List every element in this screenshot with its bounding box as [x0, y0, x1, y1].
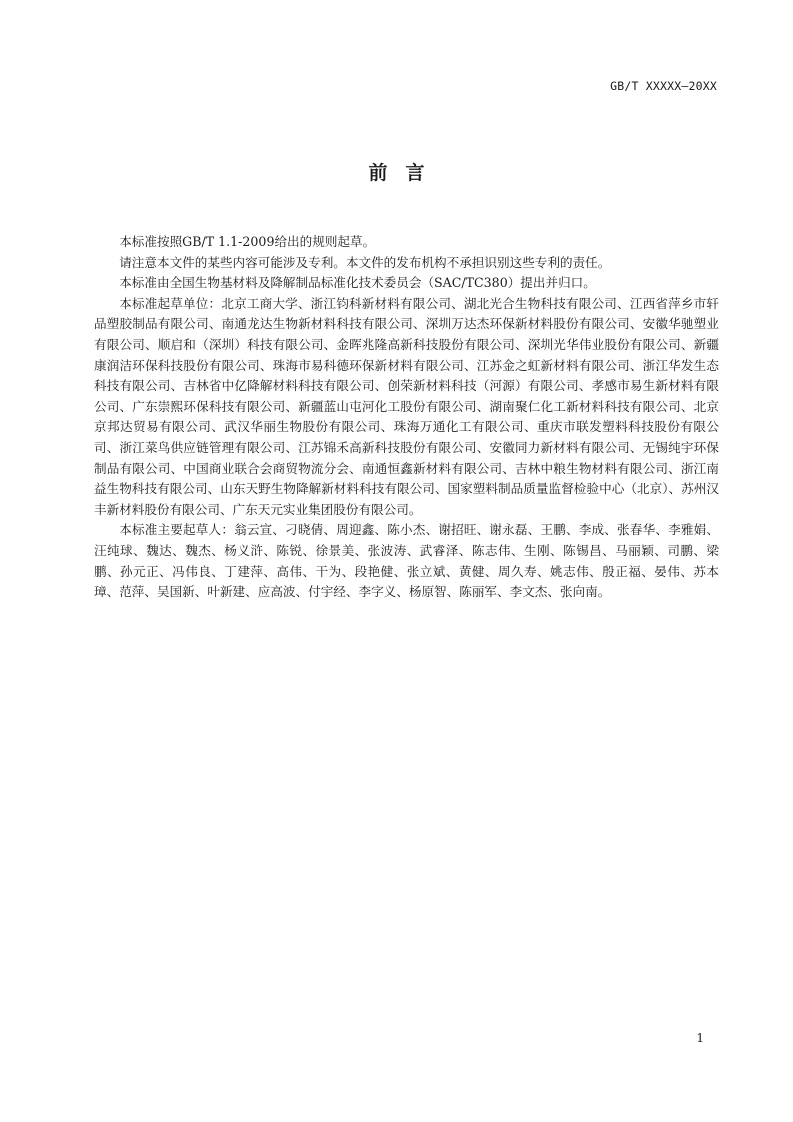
page-title: 前言 — [368, 162, 443, 184]
paragraph-drafters: 本标准主要起草人：翁云宣、刁晓倩、周迎鑫、陈小杰、谢招旺、谢永磊、王鹏、李成、张春华、李雅娟、汪纯球、魏达、魏杰、杨义浒、陈锐、徐景美、张波涛、武睿泽、陈志伟、生刚、陈锡昌、马丽颖、司鹏、梁鹏、孙元正、冯伟良、丁建萍、高伟、干为、段艳健、张立斌、黄健、周久寿、姚志伟、殷正福、晏伟、苏本璋、范萍、吴国新、叶新建、应高波、付宇经、李字义、杨原智、陈丽军、李文杰、张向南。 — [94, 522, 719, 600]
foreword-body — [94, 232, 719, 603]
paragraph-proposer: 本标准由全国生物基材料及降解制品标准化技术委员会（SAC/TC380）提出并归口。 — [119, 275, 596, 291]
page-number: 1 — [696, 1031, 704, 1045]
paragraph-patent-notice: 请注意本文件的某些内容可能涉及专利。本文件的发布机构不承担识别这些专利的责任。 — [119, 254, 611, 270]
standard-code: GB/T XXXXX—20XX — [610, 79, 717, 93]
paragraph-drafting-organizations: 本标准起草单位：北京工商大学、浙江钧科新材料有限公司、湖北光合生物科技有限公司、江西省萍乡市轩品塑胶制品有限公司、南通龙达生物新材料科技有限公司、深圳万达杰环保新材料股份有限公司、安徽华驰塑业有限公司、顺启和（深圳）科技有限公司、金晖兆隆高新科技股份有限公司、深圳光华伟业股份有限公司、新疆康润洁环保科技股份有限公司、珠海市易科德环保新材料有限公司、江苏金之虹新材料有限公司、浙江华发生态科技有限公司、吉林省中亿降解材料科技有限公司、创荣新材料科技（河源）有限公司、孝感市易生新材料有限公司、广东崇熙环保科技有限公司、新疆蓝山屯河化工股份有限公司、湖南聚仁化工新材料科技有限公司、北京京邦达贸易有限公司、武汉华丽生物股份有限公司、珠海万通化工有限公司、重庆市联发塑料科技股份有限公司、浙江菜鸟供应链管理有限公司、江苏锦禾高新科技股份有限公司、安徽同力新材料有限公司、无锡纯宇环保制品有限公司、中国商业联合会商贸物流分会、南通恒鑫新材料有限公司、吉林中粮生物材料有限公司、浙江南益生物科技有限公司、山东天野生物降解新材料科技有限公司、国家塑料制品质量监督检验中心（北京）、苏州汉丰新材料股份有限公司、广东天元实业集团股份有限公司。 — [94, 295, 719, 517]
paragraph-drafting-rules: 本标准按照GB/T 1.1-2009给出的规则起草。 — [119, 234, 376, 249]
